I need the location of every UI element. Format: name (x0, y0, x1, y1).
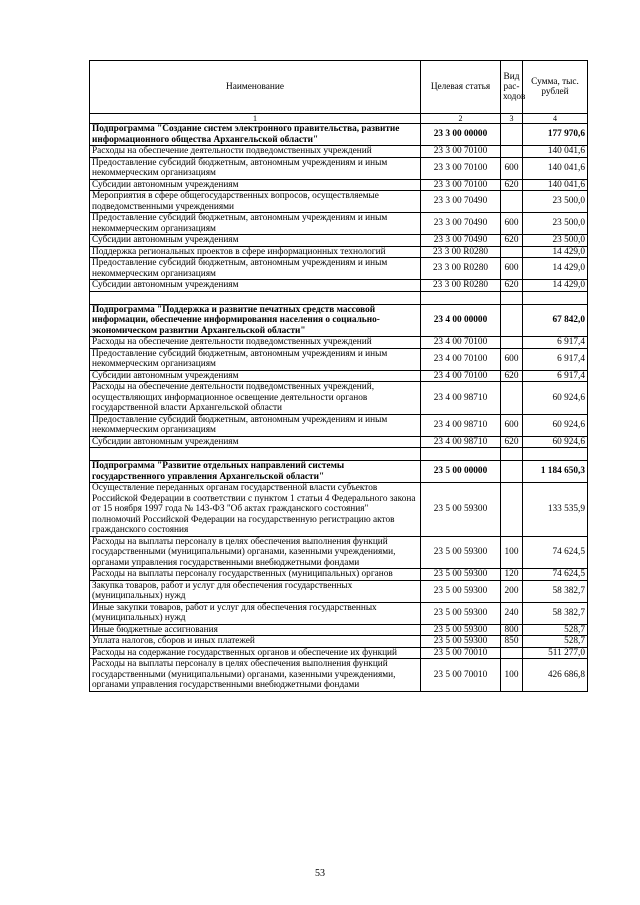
row-expense-type: 100 (501, 659, 523, 692)
row-name: Подпрограмма "Поддержка и развитие печатных средств массовой информации, обеспечение информирования населения о социально-экономическом развитии Архангельской области" (90, 304, 421, 337)
row-expense-type: 100 (501, 536, 523, 569)
budget-table (89, 60, 588, 692)
row-expense-type (501, 124, 523, 146)
column-number-4: 4 (523, 114, 588, 124)
row-name: Расходы на обеспечение деятельности подведомственных учреждений, осуществляющих информационное освещение деятельности органов государственной власти Архангельской области (90, 382, 421, 415)
row-target-code: 23 5 00 59300 (421, 624, 501, 636)
table-row (90, 536, 588, 569)
header-type: Вид рас-ходов (501, 61, 523, 114)
row-target-code: 23 5 00 59300 (421, 636, 501, 648)
row-name: Субсидии автономным учреждениям (90, 436, 421, 448)
row-sum: 140 041,6 (523, 146, 588, 158)
row-target-code: 23 3 00 00000 (421, 124, 501, 146)
row-sum: 14 429,0 (523, 280, 588, 292)
row-target-code: 23 3 00 R0280 (421, 280, 501, 292)
table-row (90, 258, 588, 280)
row-target-code: 23 5 00 00000 (421, 461, 501, 483)
row-sum: 23 500,0 (523, 213, 588, 235)
table-row (90, 191, 588, 213)
row-target-code: 23 4 00 70100 (421, 370, 501, 382)
row-expense-type: 600 (501, 157, 523, 179)
row-expense-type: 600 (501, 213, 523, 235)
row-target-code: 23 4 00 98710 (421, 382, 501, 415)
table-row (90, 569, 588, 581)
row-sum: 74 624,5 (523, 569, 588, 581)
header-target: Целевая статья (421, 61, 501, 114)
row-expense-type: 800 (501, 624, 523, 636)
table-row (90, 246, 588, 258)
table-row (90, 659, 588, 692)
row-expense-type: 620 (501, 280, 523, 292)
row-target-code: 23 5 00 70010 (421, 659, 501, 692)
row-sum: 133 535,9 (523, 483, 588, 537)
row-target-code: 23 3 00 70100 (421, 179, 501, 191)
row-sum: 6 917,4 (523, 348, 588, 370)
row-target-code: 23 3 00 R0280 (421, 258, 501, 280)
table-row (90, 213, 588, 235)
subprogram-row (90, 461, 588, 483)
row-name: Мероприятия в сфере общегосударственных вопросов, осуществляемые подведомственными учреждениями (90, 191, 421, 213)
row-sum: 426 686,8 (523, 659, 588, 692)
spacer-cell (523, 448, 588, 461)
row-expense-type: 200 (501, 580, 523, 602)
row-sum: 511 277,0 (523, 647, 588, 659)
row-name: Уплата налогов, сборов и иных платежей (90, 636, 421, 648)
row-sum: 6 917,4 (523, 337, 588, 349)
row-sum: 23 500,0 (523, 235, 588, 247)
table-row (90, 146, 588, 158)
table-row (90, 179, 588, 191)
row-target-code: 23 5 00 70010 (421, 647, 501, 659)
row-target-code: 23 3 00 70490 (421, 191, 501, 213)
row-expense-type: 620 (501, 179, 523, 191)
row-target-code: 23 4 00 98710 (421, 436, 501, 448)
row-name: Предоставление субсидий бюджетным, автономным учреждениям и иным некоммерческим организациям (90, 157, 421, 179)
row-name: Расходы на выплаты персоналу в целях обеспечения выполнения функций государственными (муниципальными) органами, казенными учреждениями, органами управления государственными внебюджетными фондами (90, 536, 421, 569)
page-number: 53 (315, 868, 325, 879)
row-expense-type (501, 146, 523, 158)
row-name: Иные закупки товаров, работ и услуг для обеспечения государственных (муниципальных) нужд (90, 602, 421, 624)
row-expense-type: 600 (501, 348, 523, 370)
row-expense-type: 620 (501, 370, 523, 382)
table-row (90, 624, 588, 636)
subprogram-row (90, 124, 588, 146)
row-sum: 67 842,0 (523, 304, 588, 337)
row-sum: 60 924,6 (523, 414, 588, 436)
spacer-cell (501, 448, 523, 461)
row-target-code: 23 4 00 70100 (421, 337, 501, 349)
row-expense-type (501, 647, 523, 659)
spacer-row (90, 448, 588, 461)
table-row (90, 370, 588, 382)
row-expense-type: 620 (501, 235, 523, 247)
row-sum: 60 924,6 (523, 382, 588, 415)
row-sum: 14 429,0 (523, 246, 588, 258)
row-name: Осуществление переданных органам государственной власти субъектов Российской Федерации в соответствии с пунктом 1 статьи 4 Федерального закона от 15 ноября 1997 года № 143-ФЗ "Об актах гражданского состояния" полномочий Российской Федерации на государственную регистрацию актов гражданского состояния (90, 483, 421, 537)
row-name: Субсидии автономным учреждениям (90, 370, 421, 382)
table-row (90, 280, 588, 292)
row-target-code: 23 3 00 70490 (421, 213, 501, 235)
row-expense-type (501, 461, 523, 483)
row-name: Предоставление субсидий бюджетным, автономным учреждениям и иным некоммерческим организациям (90, 348, 421, 370)
row-expense-type: 850 (501, 636, 523, 648)
row-name: Иные бюджетные ассигнования (90, 624, 421, 636)
row-expense-type: 120 (501, 569, 523, 581)
column-number-3: 3 (501, 114, 523, 124)
spacer-cell (501, 291, 523, 304)
row-name: Субсидии автономным учреждениям (90, 179, 421, 191)
row-name: Предоставление субсидий бюджетным, автономным учреждениям и иным некоммерческим организациям (90, 213, 421, 235)
header-sum: Сумма, тыс. рублей (523, 61, 588, 114)
row-target-code: 23 3 00 70100 (421, 157, 501, 179)
row-sum: 14 429,0 (523, 258, 588, 280)
row-sum: 58 382,7 (523, 602, 588, 624)
row-target-code: 23 5 00 59300 (421, 483, 501, 537)
row-expense-type: 600 (501, 258, 523, 280)
subprogram-row (90, 304, 588, 337)
table-row (90, 580, 588, 602)
row-name: Предоставление субсидий бюджетным, автономным учреждениям и иным некоммерческим организациям (90, 414, 421, 436)
row-target-code: 23 5 00 59300 (421, 536, 501, 569)
row-name: Расходы на выплаты персоналу в целях обеспечения выполнения функций государственными (муниципальными) органами, казенными учреждениями, органами управления государственными внебюджетными фондами (90, 659, 421, 692)
row-target-code: 23 4 00 70100 (421, 348, 501, 370)
row-target-code: 23 5 00 59300 (421, 569, 501, 581)
row-sum: 58 382,7 (523, 580, 588, 602)
row-expense-type: 620 (501, 436, 523, 448)
row-name: Субсидии автономным учреждениям (90, 280, 421, 292)
budget-table-body (90, 61, 588, 692)
table-row (90, 157, 588, 179)
row-target-code: 23 5 00 59300 (421, 580, 501, 602)
spacer-row (90, 291, 588, 304)
row-name: Субсидии автономным учреждениям (90, 235, 421, 247)
table-row (90, 414, 588, 436)
row-target-code: 23 4 00 98710 (421, 414, 501, 436)
row-sum: 60 924,6 (523, 436, 588, 448)
row-name: Подпрограмма "Создание систем электронного правительства, развитие информационного общества Архангельской области" (90, 124, 421, 146)
row-expense-type: 240 (501, 602, 523, 624)
spacer-cell (90, 448, 421, 461)
row-target-code: 23 3 00 R0280 (421, 246, 501, 258)
column-number-2: 2 (421, 114, 501, 124)
row-sum: 74 624,5 (523, 536, 588, 569)
row-sum: 1 184 650,3 (523, 461, 588, 483)
table-row (90, 436, 588, 448)
spacer-cell (523, 291, 588, 304)
row-expense-type (501, 483, 523, 537)
table-row (90, 235, 588, 247)
row-name: Расходы на выплаты персоналу государственных (муниципальных) органов (90, 569, 421, 581)
table-row (90, 647, 588, 659)
header-name: Наименование (90, 61, 421, 114)
column-number-1: 1 (90, 114, 421, 124)
row-target-code: 23 3 00 70490 (421, 235, 501, 247)
row-expense-type (501, 337, 523, 349)
row-name: Расходы на обеспечение деятельности подведомственных учреждений (90, 146, 421, 158)
row-sum: 528,7 (523, 624, 588, 636)
table-row (90, 348, 588, 370)
row-name: Подпрограмма "Развитие отдельных направлений системы государственного управления Архангельской области" (90, 461, 421, 483)
row-expense-type: 600 (501, 414, 523, 436)
row-target-code: 23 5 00 59300 (421, 602, 501, 624)
row-sum: 23 500,0 (523, 191, 588, 213)
table-row (90, 483, 588, 537)
row-sum: 528,7 (523, 636, 588, 648)
row-sum: 177 970,6 (523, 124, 588, 146)
row-name: Поддержка региональных проектов в сфере информационных технологий (90, 246, 421, 258)
row-sum: 140 041,6 (523, 157, 588, 179)
row-name: Предоставление субсидий бюджетным, автономным учреждениям и иным некоммерческим организациям (90, 258, 421, 280)
table-row (90, 337, 588, 349)
row-expense-type (501, 191, 523, 213)
row-name: Закупка товаров, работ и услуг для обеспечения государственных (муниципальных) нужд (90, 580, 421, 602)
row-expense-type (501, 304, 523, 337)
row-expense-type (501, 246, 523, 258)
row-target-code: 23 4 00 00000 (421, 304, 501, 337)
row-sum: 140 041,6 (523, 179, 588, 191)
row-name: Расходы на содержание государственных органов и обеспечение их функций (90, 647, 421, 659)
row-target-code: 23 3 00 70100 (421, 146, 501, 158)
spacer-cell (421, 448, 501, 461)
table-row (90, 602, 588, 624)
spacer-cell (90, 291, 421, 304)
table-row (90, 382, 588, 415)
table-row (90, 636, 588, 648)
row-expense-type (501, 382, 523, 415)
row-name: Расходы на обеспечение деятельности подведомственных учреждений (90, 337, 421, 349)
table-header-row (90, 61, 588, 114)
spacer-cell (421, 291, 501, 304)
row-sum: 6 917,4 (523, 370, 588, 382)
column-number-row (90, 114, 588, 124)
